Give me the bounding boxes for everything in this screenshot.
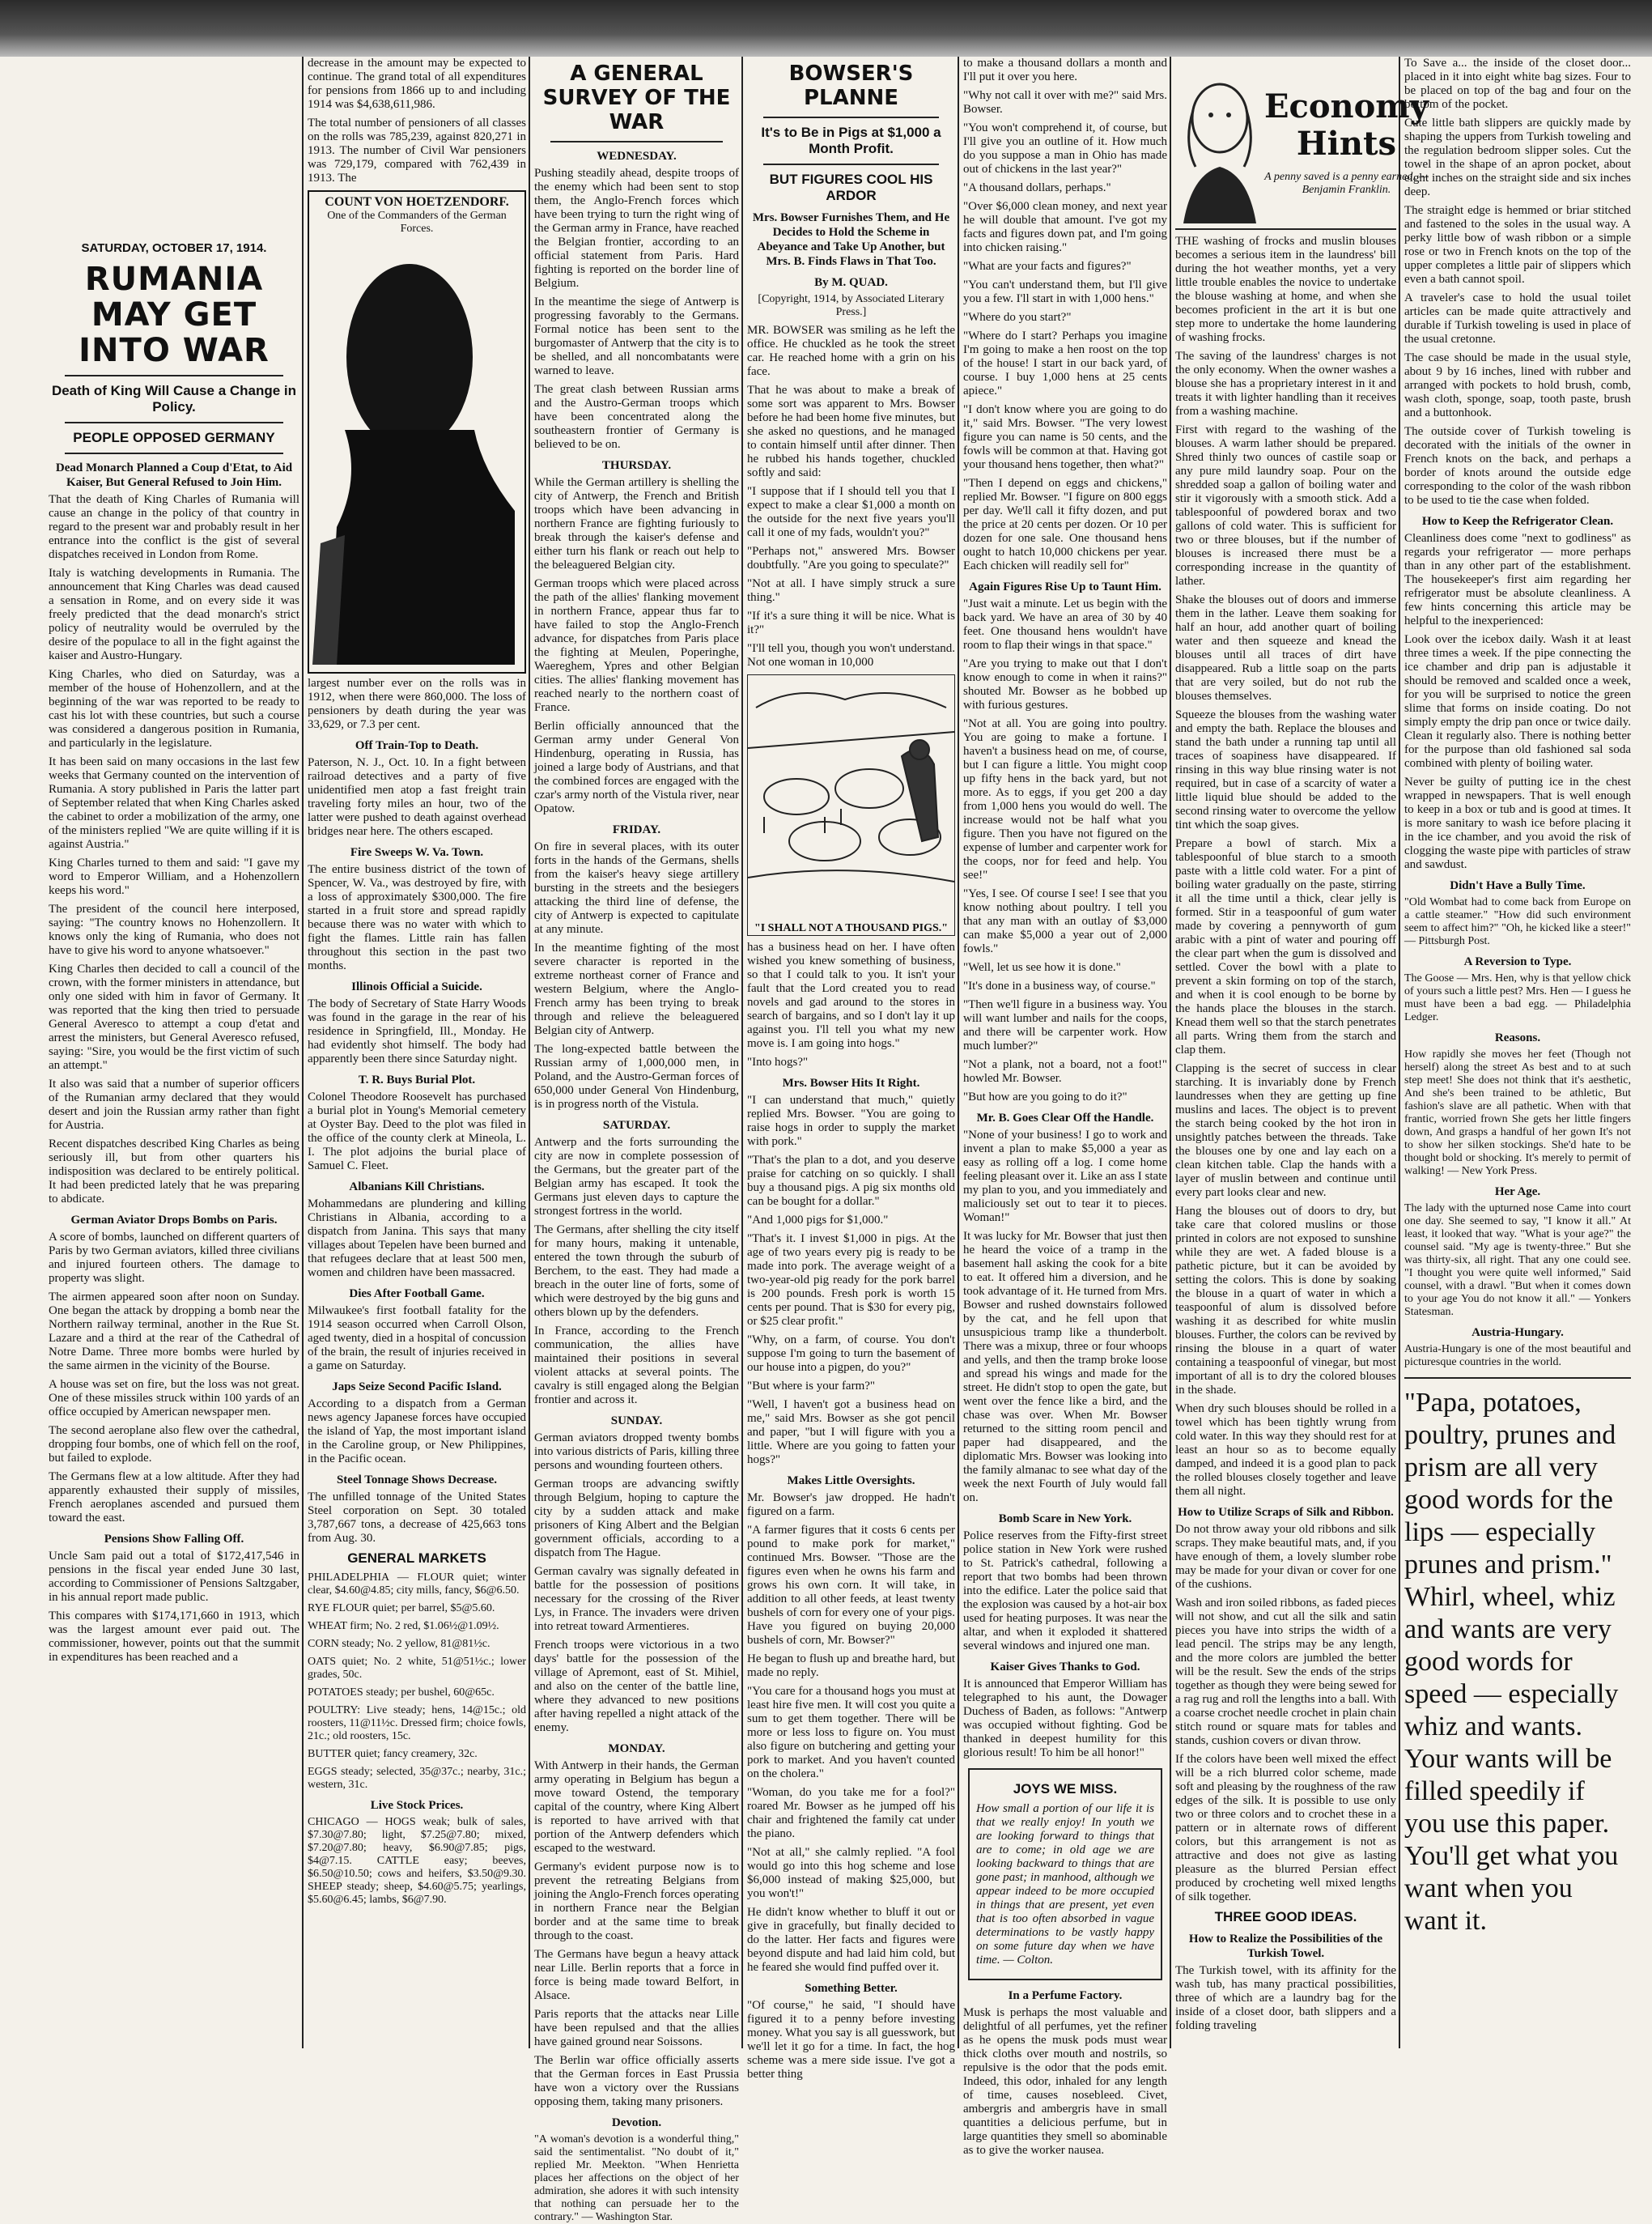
article-paragraph: Wash and iron soiled ribbons, as faded pieces will not show, and cut all the silk and satin pieces you have into strips the width of a lead pencil. The strips may be any length, and the more colors are jumbled the better will be the result. Sew the ends of the strips together as though they were being sewed for a rag rug and roll the lengths into a ball. With a coarse crochet needle crochet in plain chain stitch round or square mats for tables and stands, cushion covers or divan throw. xyxy=(1175,1597,1396,1747)
item-head: Dies After Football Game. xyxy=(349,1287,485,1300)
article-paragraph: The Germans flew at a low altitude. After they had apparently exhausted their supply of missiles, French aeroplanes ascended and pursued them toward the east. xyxy=(49,1470,299,1524)
portrait-photo xyxy=(312,236,521,665)
article-paragraph: "Woman, do you take me for a fool?" roared Mr. Bowser as he jumped off his chair and frightened the family cat under the piano. xyxy=(747,1786,955,1840)
kaiser-head: Kaiser Gives Thanks to God. xyxy=(990,1661,1140,1673)
economy-hints-banner xyxy=(1175,57,1429,230)
column-rule xyxy=(741,57,743,2048)
article-paragraph: largest number ever on the rolls was in 1912, when there were 860,000. The loss of pensioners by death during the year was 33,629, or 7.3 per cent. xyxy=(308,677,526,731)
franklin-portrait-icon xyxy=(1175,62,1264,223)
column-3 xyxy=(534,57,739,2223)
article-paragraph: Prepare a bowl of starch. Mix a tablespoonful of blue starch to a smooth paste with a little cold water. For a pint of boiling water gradually on the paste, stirring it all the time until a thick, clear jelly is formed. Stir in a teaspoonful of gum water made by covering a pennyworth of gum arabic with a pint of water and pouring off the clear part when the gum is dissolved and settled. Cover the bowl with a plate to prevent a skin forming on top of the starch, and when it is cool enough to be borne by the hands place the blouses in the starch. Knead them well so that the starch penetrates all parts. Wring them from the starch and clap them. xyxy=(1175,837,1396,1057)
page-top-edge xyxy=(0,0,1652,57)
item-head: Albanians Kill Christians. xyxy=(349,1180,485,1193)
article-paragraph: "Where do you start?" xyxy=(963,311,1072,324)
article-paragraph: "Not at all. I have simply struck a sure thing." xyxy=(747,577,955,604)
day-head: SUNDAY. xyxy=(610,1414,663,1427)
subhead: Mrs. Bowser Hits It Right. xyxy=(782,1077,920,1090)
kaiser-text: It is announced that Emperor William has telegraphed to his aunt, the Dowager Duchess of Baden, as follows: "Antwerp was occupied without fighting. God be thanked in deepest humility for this glorious result! To him be all honor!" xyxy=(963,1678,1167,1759)
day-head: SATURDAY. xyxy=(602,1119,671,1132)
column-rule xyxy=(958,57,959,2048)
article-paragraph: "That's the plan to a dot, and you deserve praise for catching on so quickly. I shall buy a thousand pigs. A pig six months old can be bought for a dollar." xyxy=(747,1154,955,1208)
day-head: FRIDAY. xyxy=(612,823,661,836)
article-paragraph: That the death of King Charles of Rumania will cause an change in the policy of that country in regard to the present war and probably result in her entrance into the conflict is the gist of several dispatches received in London from Rome. xyxy=(49,493,299,561)
market-line: WHEAT firm; No. 2 red, $1.06½@1.09½. xyxy=(308,1620,499,1632)
article-paragraph: The airmen appeared soon after noon on Sunday. One began the attack by dropping a bomb near the Northern railway terminal, another in the Rue St. Lazare and a third at the rear of the Cathedral of Notre Dame. Three more bombs were hurled by the same airmen in the vicinity of the Bourse. xyxy=(49,1291,299,1372)
article-paragraph: "Where do I start? Perhaps you imagine I'm going to make a hen roost on the top of the house! I start in our back yard, of course. I buy 1,000 hens at 25 cents apiece." xyxy=(963,330,1167,398)
subhead: Mr. B. Goes Clear Off the Handle. xyxy=(976,1112,1154,1125)
article-paragraph: Pushing steadily ahead, despite troops of the enemy which had been sent to stop them, the Anglo-French forces which have been trying to turn the right wing of the German army in France, have reached the Belgian frontier, according to an official statement from Paris. Hard fighting is reported on the border line of Belgium. xyxy=(534,167,739,290)
article-paragraph: "But how are you going to do it?" xyxy=(963,1091,1128,1103)
article-paragraph: The Berlin war office officially asserts that the German forces in East Prussia have won a victory over the Russians opposing them, taking many prisoners. xyxy=(534,2054,739,2108)
item-text: Paterson, N. J., Oct. 10. In a fight between railroad detectives and a party of five unidentified men atop a fast freight train traveling forty miles an hour, two of the latter were pushed to death against overhead bridges near here. The others escaped. xyxy=(308,756,526,838)
article-paragraph: "I'll tell you, though you won't understand. Not one woman in 10,000 xyxy=(747,642,955,669)
deck2-bowser: BUT FIGURES COOL HIS ARDOR xyxy=(769,172,933,203)
column-6 xyxy=(1175,57,1429,2056)
article-paragraph: "Then I depend on eggs and chickens," replied Mr. Bowser. "I figure on 800 eggs per day. We'll call it fifty dozen, and put the price at 20 cents per dozen. Or 10 per dozen for one sale. One thousand hens ought to hatch 10,000 chickens per year. Each chicken will readily sell for" xyxy=(963,477,1167,572)
article-paragraph: THE washing of frocks and muslin blouses becomes a serious item in the laundress' bill during the hot weather months, yet a very little trouble enables the novice to undertake the blouse washing at home, and when she becomes proficient in the art it is but one step more to undertake the home laundering of washing frocks. xyxy=(1175,235,1396,344)
day-head: MONDAY. xyxy=(608,1742,665,1755)
austria-head: Austria-Hungary. xyxy=(1472,1326,1564,1339)
item-text: The entire business district of the town of Spencer, W. Va., was destroyed by fire, with a loss of approximately $300,000. The fire started in a fruit store and spread rapidly because there was no water with which to fight the flames. Little rain has fallen throughout this section in the past two months. xyxy=(308,863,526,972)
article-paragraph: The case should be made in the usual style, about 9 by 16 inches, lined with rubber and arranged with pockets to hold brush, comb, wash cloth, sponge, soap, tooth paste, brush and a buttonhook. xyxy=(1404,351,1631,419)
bully-head: Didn't Have a Bully Time. xyxy=(1450,879,1586,892)
article-paragraph: "None of your business! I go to work and invent a plan to make $5,000 a year as easy as rolling off a log. I come home feeling pleasant over it. Like an ass I state my plan to you, and you immediately and maliciously set out to tear it to pieces. Woman!" xyxy=(963,1129,1167,1224)
article-paragraph: He didn't know whether to bluff it out or give in gracefully, but finally decided to do the latter. Her facts and figures were beyond dispute and had laid him cold, but he feared she would find puffed over it. xyxy=(747,1906,955,1974)
reasons-head: Reasons. xyxy=(1494,1031,1541,1044)
article-paragraph: "Well, let us see how it is done." xyxy=(963,961,1121,974)
article-paragraph: "Not a plank, not a board, not a foot!" howled Mr. Bowser. xyxy=(963,1058,1167,1085)
article-paragraph: "Not at all. You are going into poultry. You are going to make a fortune. I haven't a business head on me, of course, but I can figure a little. You might coop up fifty hens in the back yard, but not more. As to eggs, if you get 200 a day from 1,000 hens you would do well. The increase would not be half what you figure. Then you have not figured on the expense of lumber and carpenter work for the coops, nor for feed and help. You see!" xyxy=(963,717,1167,882)
article-paragraph: French troops were victorious in a two days' battle for the possession of the village of Apremont, east of St. Mihiel, and also on the center of the battle line, where they advanced to new positions after having repelled a night attack of the enemy. xyxy=(534,1639,739,1734)
franklin-quote: A penny saved is a penny earned. — Benjamin Franklin. xyxy=(1264,171,1429,196)
age-poem: The lady with the upturned nose Came into court one day. She seemed to say, "I know it all." At least, it looked that way. "What is your age?" the counsel said. "My age is twenty-three." But she was thirty-six, all right. That any one could see. "I thought you were quite well informed," Said counsel, with a drawl. "But when it comes down to your age You do not know it all." — Yonkers Statesman. xyxy=(1404,1202,1631,1318)
column-7 xyxy=(1404,57,1631,2056)
article-paragraph: The great clash between Russian arms and the Austro-German troops which have been concentrated along the southeastern frontier of Germany is believed to be on. xyxy=(534,383,739,451)
age-head: Her Age. xyxy=(1494,1185,1541,1198)
article-paragraph: Paris reports that the attacks near Lille have been repulsed and that the allies have gained ground near Soissons. xyxy=(534,2008,739,2048)
subhead: Again Figures Rise Up to Taunt Him. xyxy=(969,580,1161,593)
subhead: Makes Little Oversights. xyxy=(787,1474,915,1487)
article-paragraph: The second aeroplane also flew over the cathedral, dropping four bombs, one of which fell on the roof, but failed to explode. xyxy=(49,1424,299,1465)
typo-head: A Reversion to Type. xyxy=(1463,955,1572,968)
article-paragraph: On fire in several places, with its outer forts in the hands of the Germans, shells from the kaiser's heavy siege artillery bursting in the streets and the besiegers attacking the third line of defense, the city of Antwerp is expected to capitulate at any minute. xyxy=(534,840,739,936)
article-paragraph: Germany's evident purpose now is to prevent the retreating Belgians from joining the Anglo-French forces operating in northern France near the Belgian border and at the same time to break through to the coast. xyxy=(534,1860,739,1942)
article-paragraph: Cute little bath slippers are quickly made by shaping the uppers from Turkish toweling and the regulation bedroom slipper soles. Cut the towel in the shape of an apron pocket, about eight inches on the straight side and six inches deep. xyxy=(1404,117,1631,198)
market-line: PHILADELPHIA — FLOUR quiet; winter clear, $4.60@4.85; city mills, fancy, $6@6.50. xyxy=(308,1571,526,1597)
article-paragraph: "Of course," he said, "I should have figured it to a penny before investing money. What you say is all guesswork, but we'll let it go for a time. In fact, the hog scheme was a mere side issue. I've got a better thing xyxy=(747,1999,955,2081)
article-paragraph: The president of the council here interposed, saying: "The country knows no Hohenzollern. It knows only the king of Rumania, who does not have to give his word to anyone whatsoever." xyxy=(49,903,299,957)
portrait-subcaption: One of the Commanders of the German Forces. xyxy=(327,210,507,235)
article-paragraph: Antwerp and the forts surrounding the city are now in complete possession of the Germans, but the greater part of the Belgian army has escaped. It took the Germans just eleven days to capture the strongest fortress in the world. xyxy=(534,1136,739,1218)
reasons-poem: How rapidly she moves her feet (Though not herself) along the street As best and to at such step meet! She does not think that it's aesthetic, And she's been trained to be athletic, But fashion's slave are all pathetic. When with that frantic, worried frown She gets her little fingers down, And grasps a handful of her gown It's not to show her silken stockings. She'd hate to be thought bold or shocking. It's merely to permit of walking! — New York Press. xyxy=(1404,1048,1631,1177)
article-paragraph: "You can't understand them, but I'll give you a few. I'll start in with 1,000 hens." xyxy=(963,279,1167,305)
devotion-text: "A woman's devotion is a wonderful thing," said the sentimentalist. "No doubt of it," replied Mr. Meekton. "When Henrietta places her affections on the object of her admiration, she adores it with such intensity that nothing can persuade her to the contrary." — Washington Star. xyxy=(534,2133,739,2223)
market-line: EGGS steady; selected, 35@37c.; nearby, 31c.; western, 31c. xyxy=(308,1766,526,1791)
item-text: Mohammedans are plundering and killing Christians in Albania, according to a dispatch from Janina. This says that many villages about Tepelen have been burned and that refugees declare that at least 500 men, women and children have been massacred. xyxy=(308,1197,526,1279)
bomb-head: Bomb Scare in New York. xyxy=(998,1512,1132,1525)
article-paragraph: "A thousand dollars, perhaps." xyxy=(963,181,1111,194)
article-paragraph: King Charles then decided to call a council of the crown, with the former ministers in attendance, but only one sided with him in favor of Germany. It was reported that the king then tried to persuade General Averesco to attempt a coup d'etat and arrest the ministers, but General Averesco refused, saying: "Sire, you would be the first victim of such an attempt." xyxy=(49,963,299,1072)
column-2 xyxy=(308,57,526,2056)
article-paragraph: German troops are advancing swiftly through Belgium, hoping to capture the city by a sudden attack and make prisoners of King Albert and the Belgian government officials, according to a dispatch from The Hague. xyxy=(534,1478,739,1559)
article-paragraph: Never be guilty of putting ice in the chest wrapped in newspapers. That is well enough to keep in a box or tub and is good at times. It is more sanitary to wash ice before placing it in the ice chamber, and you avoid the risk of clogging the waste pipe with particles of straw and sawdust. xyxy=(1404,776,1631,871)
joys-head: JOYS WE MISS. xyxy=(1013,1781,1118,1797)
market-line: CORN steady; No. 2 yellow, 81@81½c. xyxy=(308,1638,491,1650)
article-paragraph: It also was said that a number of superior officers of the Rumanian army declared that they would desert and join the Russian army rather than fight for Austria. xyxy=(49,1078,299,1132)
market-line: POTATOES steady; per bushel, 60@65c. xyxy=(308,1686,495,1699)
article-paragraph: "If it's a sure thing it will be nice. What is it?" xyxy=(747,610,955,636)
article-paragraph: Italy is watching developments in Rumania. The announcement that King Charles was dead caused a sensation in Rome, and on every side it was freely predicted that the dead monarch's strict policy of neutrality would be overruled by the desire of the populace to all in the fight against the kaiser and Austro-Hungary. xyxy=(49,567,299,662)
article-paragraph: Look over the icebox daily. Wash it at least three times a week. If the pipe connecting the ice chamber and drip pan is adjustable it should be removed and scalded once a week, for you will be surprised to notice the green slime that forms on inside coating. Do not simply empty the drip pan once or twice daily. Clean it regularly also. There is nothing better for the purpose than old fashioned sal soda combined with plenty of boiling water. xyxy=(1404,633,1631,770)
article-paragraph: German troops which were placed across the path of the allies' flanking movement in northern France, appear thus far to have failed to stop the Anglo-French advance, for dispatches from Paris place the fighting at Meulen, Poperinghe, Waereghem, Ypres and other Belgian cities. The allies' flanking movement has reached nearly to the northern coast of France. xyxy=(534,577,739,714)
pig-illustration xyxy=(748,675,954,918)
divider xyxy=(763,117,939,118)
article-paragraph: If the colors have been well mixed the effect will be a rich blurred color scheme, made soft and pleasing by the roughness of the raw edges of the silk. It is possible to use only two or three colors and to crochet these in a pattern or in alternate rows of different colors, but this arrangement is not as attractive and does not give as lasting pleasure as the blurred Persian effect produced by crocheting well mixed lengths of silk together. xyxy=(1175,1753,1396,1903)
article-paragraph: to make a thousand dollars a month and I'll put it over you here. xyxy=(963,57,1167,83)
market-line: RYE FLOUR quiet; per barrel, $5@5.60. xyxy=(308,1602,495,1614)
article-paragraph: The Germans have begun a heavy attack near Lille. Berlin reports that a force in force is being made toward Belfort, in Alsace. xyxy=(534,1948,739,2002)
article-paragraph: "What are your facts and figures?" xyxy=(963,260,1132,273)
article-paragraph: "And 1,000 pigs for $1,000." xyxy=(747,1214,889,1227)
devotion-head: Devotion. xyxy=(611,2116,662,2129)
article-paragraph: While the German artillery is shelling the city of Antwerp, the French and British troops which have been advancing in northern France are fighting furiously to break through the kaiser's defense and either turn his flank or reach out help to the beleaguered Belgian city. xyxy=(534,476,739,572)
article-paragraph: The Germans, after shelling the city itself for many hours, making it untenable, entered the town through the suburb of Berchem, to the east. They had made a breach in the outer line of forts, some of which were destroyed by the big guns and others blown up by the defenders. xyxy=(534,1223,739,1319)
article-paragraph: "Why, on a farm, of course. You don't suppose I'm going to turn the basement of our house into a pigpen, do you?" xyxy=(747,1333,955,1374)
headline-rumania: RUMANIA MAY GET INTO WAR xyxy=(79,261,270,369)
issue-date: SATURDAY, OCTOBER 17, 1914. xyxy=(81,241,267,255)
column-rule xyxy=(302,57,304,2048)
deck-bowser: It's to Be in Pigs at $1,000 a Month Profit. xyxy=(761,125,941,156)
article-paragraph: In the meantime the siege of Antwerp is progressing favorably to the Germans. Formal notice has been sent to the burgomaster of Antwerp that the city is to be shelled, and all noncombatants were warned to leave. xyxy=(534,296,739,377)
subhead: Something Better. xyxy=(805,1982,898,1995)
typo-text: The Goose — Mrs. Hen, why is that yellow chick of yours such a little pest? Mrs. Hen — I guess he must have been a bad egg. — Philadelphia Ledger. xyxy=(1404,972,1631,1023)
economy-hints-title: Economy Hints xyxy=(1264,87,1429,163)
article-paragraph: Squeeze the blouses from the washing water and empty the bath. Replace the blouses and stand the bath under a running tap until all traces of soapiness have disappeared. If rinsing in this way blue rinsing water is not required, but in case of a scarcity of water a little liquid blue should be added to the second rinsing water to overcome the yellow tint which the soap gives. xyxy=(1175,708,1396,831)
article-paragraph: "That's it. I invest $1,000 in pigs. At the age of two years every pig is ready to be made into pork. The average weight of a two-year-old pig ready for the pork barrel is 200 pounds. Fresh pork is worth 15 cents per pound. That is $30 for every pig, or $25 clear profit." xyxy=(747,1232,955,1328)
article-paragraph: Do not throw away your old ribbons and silk scraps. They make beautiful mats, and, if you have enough of them, a lovely slumber robe may be made for your divan or cover for one of the cushions. xyxy=(1175,1523,1396,1591)
item-text: The unfilled tonnage of the United States Steel corporation on Sept. 30 totaled 3,787,667 tons, a decrease of 425,663 tons from Aug. 30. xyxy=(308,1490,526,1545)
article-paragraph: Clapping is the secret of success in clear starching. It is invariably done by French laundresses when they are getting up fine muslins and laces. The object is to prevent the starch being cooked by the hot iron in unsightly patches between the threads. Take the blouses one by one and lay each on a clean kitchen table. Clap the hands with a layer of muslin between and continue until every part looks clear and new. xyxy=(1175,1062,1396,1199)
article-paragraph: "Not at all," she calmly replied. "A fool would go into this hog scheme and lose $6,000 instead of making $25,000, but you won't!" xyxy=(747,1846,955,1900)
summary-rumania: Dead Monarch Planned a Coup d'Etat, to Aid Kaiser, But General Refused to Join Him. xyxy=(55,461,293,489)
article-paragraph: It was lucky for Mr. Bowser that just then he heard the voice of a tramp in the basement hall asking the cook for a bite to eat. It offered him a diversion, and he took advantage of it. He turned from Mrs. Bowser and rushed downstairs followed by the cat, and he fell upon that unsuspicious tramp like a thunderbolt. There was a mixup, three or four whoops and yells, and then the tramp broke loose and spread his wings and made for the street. He didn't stop to open the gate, but went over the fence like a bird, and the chase was over. When Mr. Bowser returned to the sitting room pencil and paper had disappeared, and the diplomatic Mrs. Bowser was looking into the family almanac to see what day of the week the next Fourth of July would fall on. xyxy=(963,1230,1167,1504)
article-paragraph: King Charles, who died on Saturday, was a member of the house of Hohenzollern, and at the beginning of the war was reported to be ready to cast his lot with these countries, but such a course was considered a dangerous position in Rumania, and particularly in the legislature. xyxy=(49,668,299,750)
article-paragraph: "But where is your farm?" xyxy=(747,1380,876,1393)
three-ideas-sub: How to Realize the Possibilities of the Turkish Towel. xyxy=(1188,1933,1383,1960)
scraps-head: How to Utilize Scraps of Silk and Ribbon. xyxy=(1178,1506,1394,1519)
column-1 xyxy=(49,235,299,2056)
item-head: Steel Tonnage Shows Decrease. xyxy=(336,1473,498,1486)
column-rule xyxy=(529,57,530,2048)
item-head: Fire Sweeps W. Va. Town. xyxy=(350,846,484,859)
article-paragraph: The long-expected battle between the Russian army of 1,000,000 men, in Poland, and the Austro-German forces of 650,000 under General Von Hindenburg, is in progress north of the Vistula. xyxy=(534,1043,739,1111)
perfume-text: Musk is perhaps the most valuable and delightful of all perfumes, yet the refiner as he opens the musk pods must wear thick cloths over mouth and nostrils, so repulsive is the odor that the pods emit. Indeed, this odor, inhaled for any length of time, causes nosebleed. Civet, ambergris and ambergris have in small quantities a delicious perfume, but in large quantities they smell so abominable as to give the worker nausea. xyxy=(963,2006,1167,2157)
column-rule xyxy=(1170,57,1171,2048)
divider xyxy=(550,141,723,142)
article-paragraph: The saving of the laundress' charges is not the only economy. When the owner washes a blouse she has a proprietary interest in it and treats it with lighter handling than it receives from a washing machine. xyxy=(1175,350,1396,418)
article-paragraph: "Yes, I see. Of course I see! I see that you know nothing about poultry. I tell you that any man with an outlay of $3,000 can make $5,000 a year out of 2,000 fowls." xyxy=(963,887,1167,955)
article-paragraph: "I suppose that if I should tell you that I expect to make a clear $1,000 a month on the outside for the next five years you'll call it one of my fads, wouldn't you?" xyxy=(747,485,955,539)
article-paragraph: A traveler's case to hold the usual toilet articles can be made quite attractively and durable if Turkish toweling is used in place of the usual cretonne. xyxy=(1404,291,1631,346)
article-paragraph: It has been said on many occasions in the last few weeks that Germany counted on the intervention of Rumania. A story published in Paris the latter part of September related that when King Charles asked the cabinet to order a mobilization of the army, one of the ministers replied "We are quite willing if it is against Austria." xyxy=(49,755,299,851)
item-text: According to a dispatch from a German news agency Japanese forces have occupied the island of Yap, the most important island in the Caroline group, or New Philippines, in the Pacific ocean. xyxy=(308,1397,526,1465)
item-head: Illinois Official a Suicide. xyxy=(351,980,482,993)
article-paragraph: The Turkish towel, with its affinity for the wash tub, has many practical possibilities, three of which are a laundry bag for the inside of a closet door, bath slippers and a folding traveling xyxy=(1175,1964,1396,2032)
column-5 xyxy=(963,57,1167,2157)
portrait-frame xyxy=(308,190,526,674)
item-head: Off Train-Top to Death. xyxy=(355,739,479,752)
markets-head: GENERAL MARKETS xyxy=(347,1550,486,1566)
deck-rumania: Death of King Will Cause a Change in Policy. xyxy=(51,383,297,415)
article-paragraph: "Well, I haven't got a business head on me," said Mrs. Bowser as she got pencil and paper, "but I will figure with you a little. Where are you going to fatten your hogs?" xyxy=(747,1398,955,1466)
article-paragraph: "Over $6,000 clean money, and next year he will double that amount. I've got my facts and figures down pat, and I'm going into chicken raising." xyxy=(963,200,1167,254)
headline-bowser: BOWSER'S PLANNE xyxy=(788,62,914,110)
article-paragraph: MR. BOWSER was smiling as he left the office. He chuckled as he took the street car. He reached home with a grin on his face. xyxy=(747,324,955,378)
item-head: Japs Seize Second Pacific Island. xyxy=(332,1380,502,1393)
article-paragraph: "Just wait a minute. Let us begin with the back yard. We have an area of 30 by 40 feet. One thousand hens wouldn't have room to flap their wings in that space." xyxy=(963,597,1167,652)
article-paragraph: That he was about to make a break of some sort was apparent to Mrs. Bowser before he had been home five minutes, but she asked no questions, and he managed to contain himself until after dinner. Then he rubbed his hands together, chuckled softly and said: xyxy=(747,384,955,479)
article-paragraph: The outside cover of Turkish toweling is decorated with the initials of the owner in French knots on the back, and perhaps a border of knots around the outside edge corresponding to the color of the wash ribbon to be used to tie the case when folded. xyxy=(1404,425,1631,507)
day-head: THURSDAY. xyxy=(601,459,672,472)
bully-text: "Old Wombat had to come back from Europe on a cattle steamer." "How did such environment seem to affect him?" "Oh, he kicked like a steer!" — Pittsburgh Post. xyxy=(1404,896,1631,947)
article-paragraph: Shake the blouses out of doors and immerse them in the lather. Leave them soaking for half an hour, add another quart of boiling water and then squeeze and knead the blouses until all traces of dirt have disappeared. Rub a little soap on the parts that are very soiled, but do not rub the blouses themselves. xyxy=(1175,593,1396,703)
austria-text: Austria-Hungary is one of the most beautiful and picturesque countries in the world. xyxy=(1404,1343,1631,1368)
article-paragraph: "You care for a thousand hogs you must at least hire five men. It will cost you quite a sum to get them together. There will be more or less loss to figure on. You must also figure on butchering and getting your pork to market. And you haven't counted on the cholera." xyxy=(747,1685,955,1780)
article-paragraph: The total number of pensioners of all classes on the rolls was 785,239, against 820,271 in 1913. The number of Civil War pensioners was 729,179, compared with 762,439 in 1913. The xyxy=(308,117,526,185)
item-text: Colonel Theodore Roosevelt has purchased a burial plot in Young's Memorial cemetery at Oyster Bay. Deed to the plot was filed in the office of the county clerk at Mineola, L. I. The plot adjoins the burial place of Samuel C. Fleet. xyxy=(308,1091,526,1172)
article-paragraph: A score of bombs, launched on different quarters of Paris by two German aviators, killed three civilians and injured fourteen others. The damage to property was slight. xyxy=(49,1231,299,1285)
divider xyxy=(65,422,283,423)
article-paragraph: A house was set on fire, but the loss was not great. One of these missiles struck within 100 yards of an office occupied by American newspaper men. xyxy=(49,1378,299,1418)
column-4 xyxy=(747,57,955,2081)
article-paragraph: To Save a... the inside of the closet door... placed in it into eight white bag sizes. Four to be placed on top of the bag and four on the bottom of the pocket. xyxy=(1404,57,1631,111)
article-paragraph: Recent dispatches described King Charles as being seriously ill, but from other quarters his indisposition was declared to be entirely political. It had been predicted lately that he was preparing to abdicate. xyxy=(49,1138,299,1206)
perfume-head: In a Perfume Factory. xyxy=(1008,1989,1123,2002)
illustration-caption: "I SHALL NOT A THOUSAND PIGS." xyxy=(754,922,949,934)
article-paragraph: Berlin officially announced that the German army under General Von Hindenburg, operating in Russia, has joined a large body of Austrians, and that the combined forces are engaged with the czar's army north of the Vistula river, near Opatow. xyxy=(534,720,739,815)
livestock-head: Live Stock Prices. xyxy=(370,1799,464,1812)
byline: By M. QUAD. xyxy=(814,276,888,289)
article-paragraph: German aviators dropped twenty bombs into various districts of Paris, killing three persons and wounding fourteen others. xyxy=(534,1431,739,1472)
article-paragraph: "I can understand that much," quietly replied Mrs. Bowser. "You are going to raise hogs in order to supply the market with pork." xyxy=(747,1094,955,1148)
article-paragraph: Hang the blouses out of doors to dry, but take care that colored muslins or those printed in colors are not exposed to sunshine while they are wet. A faded blouse is a pathetic picture, but it can be avoided by setting the colors. This is done by soaking the blouse in a quart of water in which a teaspoonful of alum is dissolved before washing it as described for white muslin blouses. Further, the colors can be revived by rinsing the blouse in a quart of water containing a teaspoonful of vinegar, but most important of all is to dry the colored blouses in the shade. xyxy=(1175,1205,1396,1397)
article-paragraph: With Antwerp in their hands, the German army operating in Belgium has begun a move toward Ostend, the temporary capital of the country, where King Albert is reported to have arrived with that portion of the Antwerp defenders which escaped to the westward. xyxy=(534,1759,739,1855)
bomb-text: Police reserves from the Fifty-first street police station in New York were rushed to St. Patrick's cathedral, following a report that two bombs had been thrown into the edifice. Later the police said that the explosion was caused by a hot-air box used for heating purposes. It was near the altar, and when it exploded it shattered several windows and injured one man. xyxy=(963,1529,1167,1652)
divider xyxy=(65,375,283,376)
joys-text: How small a portion of our life it is that we really enjoy! In youth we are looking forward to things that are to come; in old age we are looking backward to things that are gone past; in manhood, although we appear indeed to be more occupied in things that are present, yet even that is too often absorbed in vague determinations to be vastly happy on some future day when we have time. — Colton. xyxy=(976,1802,1154,1967)
article-paragraph: "Perhaps not," answered Mrs. Bowser doubtfully. "Are you going to speculate?" xyxy=(747,545,955,572)
item-head: T. R. Buys Burial Plot. xyxy=(358,1074,476,1086)
article-paragraph: "You won't comprehend it, of course, but I'll give you an outline of it. How much do you suppose a man in Ohio has made out of chickens in the last year?" xyxy=(963,121,1167,176)
article-paragraph: The straight edge is hemmed or briar stitched and fastened to the soles in the usual way. A perky little bow of wash ribbon or a simple rose or two in French knots on the top of the upper completes a little pair of slippers which even a bath cannot spoil. xyxy=(1404,204,1631,286)
item-text: Milwaukee's first football fatality for the 1914 season occurred when Carroll Olson, aged twenty, died in a hospital of concussion of the brain, the result of injuries received in a game on Saturday. xyxy=(308,1304,526,1372)
fridge-head: How to Keep the Refrigerator Clean. xyxy=(1421,515,1614,528)
article-paragraph: has a business head on her. I have often wished you knew something of business, so that I could talk to you. It isn't your fault that the Lord created you to read novels and gad around to the stores in search of bargains, and so I don't lay it up against you. I'll tell you what my new move is. I am going into hogs." xyxy=(747,941,955,1050)
article-paragraph: German cavalry was signally defeated in battle for the possession of positions necessary for the crossing of the River Lys, in France. The invaders were driven into retreat toward Armentieres. xyxy=(534,1565,739,1633)
livestock-text: CHICAGO — HOGS weak; bulk of sales, $7.30@7.80; light, $7.25@7.80; mixed, $7.20@7.80; heavy, $6.90@7.85; pigs, $4@7.15. CATTLE easy; beeves, $6.50@10.50; cows and heifers, $3.50@9.30. SHEEP steady; sheep, $4.60@5.75; yearlings, $5.60@6.45; lambs, $6@7.90. xyxy=(308,1816,526,1906)
subhead-aviator: German Aviator Drops Bombs on Paris. xyxy=(70,1214,278,1227)
article-paragraph: "Then we'll figure in a business way. You will want lumber and nails for the coops, and there will be carpenter work. How much lumber?" xyxy=(963,998,1167,1052)
article-paragraph: "Are you trying to make out that I don't know enough to come in when it rains?" shouted Mr. Bowser as he bobbed up with furious gestures. xyxy=(963,657,1167,712)
article-paragraph: When dry such blouses should be rolled in a towel which has been tightly wrung from cold water. In this way they should rest for at least an hour so as to become equally damped, and indeed it is a good plan to pack the rolled blouses closely together and leave them all night. xyxy=(1175,1402,1396,1498)
article-paragraph: First with regard to the washing of the blouses. A warm lather should be prepared. Shred thinly two ounces of castile soap or any pure mild laundry soap. Pour on the shredded soap a gallon of boiling water and stir it vigorously with a smooth stick. Add a tablespoonful of powdered borax and two gallons of cold water. This is sufficient for two or three blouses, but if the number of blouses is increased there must be a corresponding increase in the quantity of lather. xyxy=(1175,423,1396,588)
subhead-pensions: Pensions Show Falling Off. xyxy=(104,1533,244,1546)
article-paragraph: "It's done in a business way, of course." xyxy=(963,980,1156,993)
classified-ad-box xyxy=(1404,1377,1631,1937)
deck2-rumania: PEOPLE OPPOSED GERMANY xyxy=(73,430,275,445)
copyright-line: [Copyright, 1914, by Associated Literary Press.] xyxy=(758,293,945,318)
article-paragraph: decrease in the amount may be expected to continue. The grand total of all expenditures for pensions from 1866 up to and including 1914 was $4,638,611,986. xyxy=(308,57,526,111)
article-paragraph: "Into hogs?" xyxy=(747,1056,809,1069)
joys-box xyxy=(968,1768,1162,1980)
article-paragraph: King Charles turned to them and said: "I gave my word to Emperor William, and a Hohenzollern keeps his word." xyxy=(49,857,299,897)
article-paragraph: "I don't know where you are going to do it," said Mrs. Bowser. "The very lowest figure you can name is 50 cents, and the fowls will be common at that. Having got your thousand hens together, then what?" xyxy=(963,403,1167,471)
classified-ad-text: "Papa, potatoes, poultry, prunes and prism are all very good words for the lips — especially prunes and prism." Whirl, wheel, whiz and wants are very good words for speed — especially whiz and wants. Your wants will be filled speedily if you use this paper. You'll get what you want when you want it. xyxy=(1404,1388,1619,1936)
divider xyxy=(65,453,283,454)
article-paragraph: "Why not call it over with me?" said Mrs. Bowser. xyxy=(963,89,1167,116)
item-text: The body of Secretary of State Harry Woods was found in the garage in the rear of his residence in Springfield, Ill., Monday. He had evidently shot himself. The body had apparently been there since Saturday night. xyxy=(308,997,526,1065)
article-paragraph: Uncle Sam paid out a total of $172,417,546 in pensions in the fiscal year ended June 30 last, according to Commissioner of Pensions Saltzgaber, in his annual report made public. xyxy=(49,1550,299,1604)
article-paragraph: Cleanliness does come "next to godliness" as regards your refrigerator — more perhaps than in any other part of the establishment. The housekeeper's first aim regarding her refrigerator must be absolute cleanliness. A few hints concerning this article may be helpful to the inexperienced: xyxy=(1404,532,1631,627)
market-line: BUTTER quiet; fancy creamery, 32c. xyxy=(308,1748,478,1760)
article-paragraph: In France, according to the French communication, the allies have maintained their positions in several violent attacks at several points. The cavalry is still engaged along the Belgian frontier and across it. xyxy=(534,1325,739,1406)
article-paragraph: This compares with $174,171,660 in 1913, which was the largest amount ever paid out. The commissioner, however, points out that the summit in expenditures has been reached and a xyxy=(49,1610,299,1664)
pig-illustration-frame xyxy=(747,674,955,936)
headline-war-survey: A GENERAL SURVEY OF THE WAR xyxy=(542,62,731,134)
article-paragraph: "A farmer figures that it costs 6 cents per pound to make pork for market," continued Mrs. Bowser. "Those are the figures even when he owns his farm and grows his own corn. It will take, in addition to all other feeds, at least twenty bushels of corn for every one of your pigs. Have you figured on buying 20,000 bushels of corn, Mr. Bowser?" xyxy=(747,1524,955,1647)
three-ideas-head: THREE GOOD IDEAS. xyxy=(1214,1909,1357,1924)
article-paragraph: He began to flush up and breathe hard, but made no reply. xyxy=(747,1652,955,1679)
market-line: OATS quiet; No. 2 white, 51@51½c.; lower grades, 50c. xyxy=(308,1656,526,1681)
column-rule xyxy=(1399,57,1400,2048)
summary-bowser: Mrs. Bowser Furnishes Them, and He Decides to Hold the Scheme in Abeyance and Take Up Another, but Mrs. B. Finds Flaws in That Too. xyxy=(752,211,950,268)
market-line: POULTRY: Live steady; hens, 14@15c.; old roosters, 11@11½c. Dressed firm; choice fowls, 21c.; old roosters, 15c. xyxy=(308,1704,526,1742)
article-paragraph: In the meantime fighting of the most severe character is reported in the extreme northeast corner of France and western Belgium, where the Anglo-French army has been trying to break through and relieve the beleaguered Belgian city of Antwerp. xyxy=(534,942,739,1037)
portrait-caption: COUNT VON HOETZENDORF. xyxy=(325,195,509,209)
divider xyxy=(763,164,939,165)
article-paragraph: Mr. Bowser's jaw dropped. He hadn't figured on a farm. xyxy=(747,1491,955,1518)
day-head: WEDNESDAY. xyxy=(597,150,677,163)
